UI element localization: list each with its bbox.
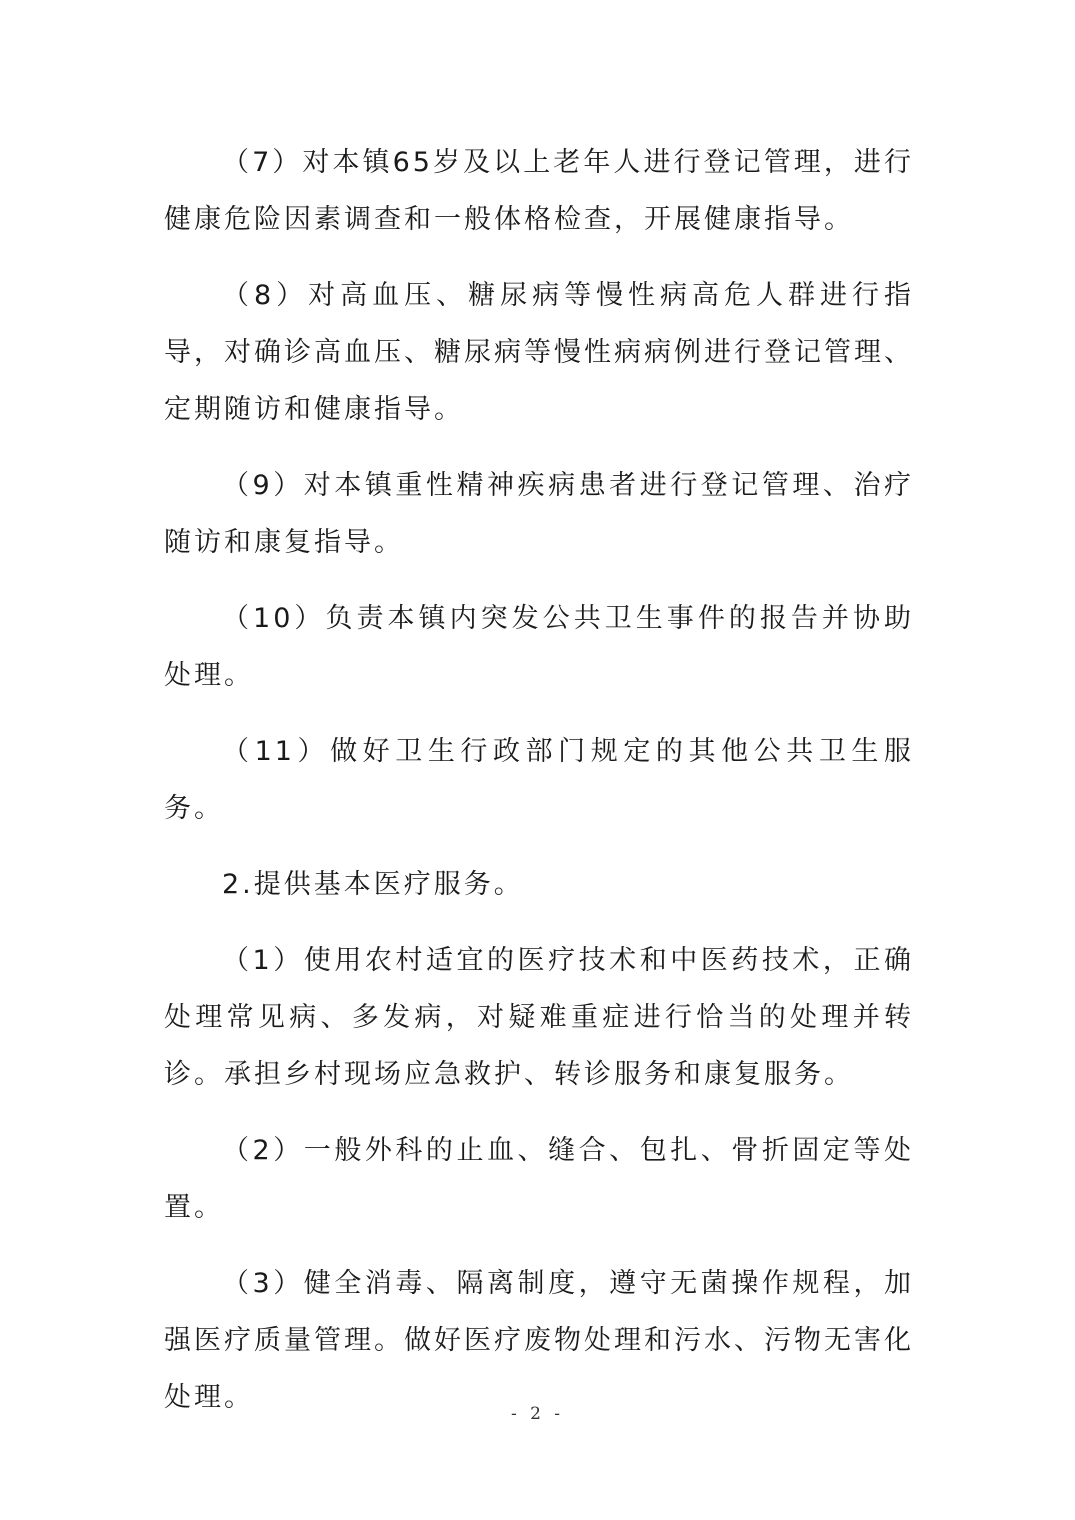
paragraph-item-11: （11）做好卫生行政部门规定的其他公共卫生服务。 bbox=[164, 736, 914, 824]
paragraph-item-10: （10）负责本镇内突发公共卫生事件的报告并协助处理。 bbox=[164, 603, 914, 691]
paragraph-item-7: （7）对本镇65岁及以上老年人进行登记管理，进行健康危险因素调查和一般体格检查，开展健康指导。 bbox=[164, 147, 914, 235]
paragraph-medical-item-2: （2）一般外科的止血、缝合、包扎、骨折固定等处置。 bbox=[164, 1135, 914, 1223]
paragraph-medical-item-3: （3）健全消毒、隔离制度，遵守无菌操作规程，加强医疗质量管理。做好医疗废物处理和污水、污物无害化处理。 bbox=[164, 1268, 914, 1413]
paragraph-medical-item-1: （1）使用农村适宜的医疗技术和中医药技术，正确处理常见病、多发病，对疑难重症进行恰当的处理并转诊。承担乡村现场应急救护、转诊服务和康复服务。 bbox=[164, 945, 914, 1090]
section-heading-basic-medical-services: 2.提供基本医疗服务。 bbox=[222, 869, 524, 900]
page-number: - 2 - bbox=[510, 1404, 565, 1424]
paragraph-item-8: （8）对高血压、糖尿病等慢性病高危人群进行指导，对确诊高血压、糖尿病等慢性病病例进行登记管理、定期随访和健康指导。 bbox=[164, 280, 914, 425]
paragraph-item-9: （9）对本镇重性精神疾病患者进行登记管理、治疗随访和康复指导。 bbox=[164, 470, 914, 558]
document-body bbox=[164, 134, 914, 1426]
